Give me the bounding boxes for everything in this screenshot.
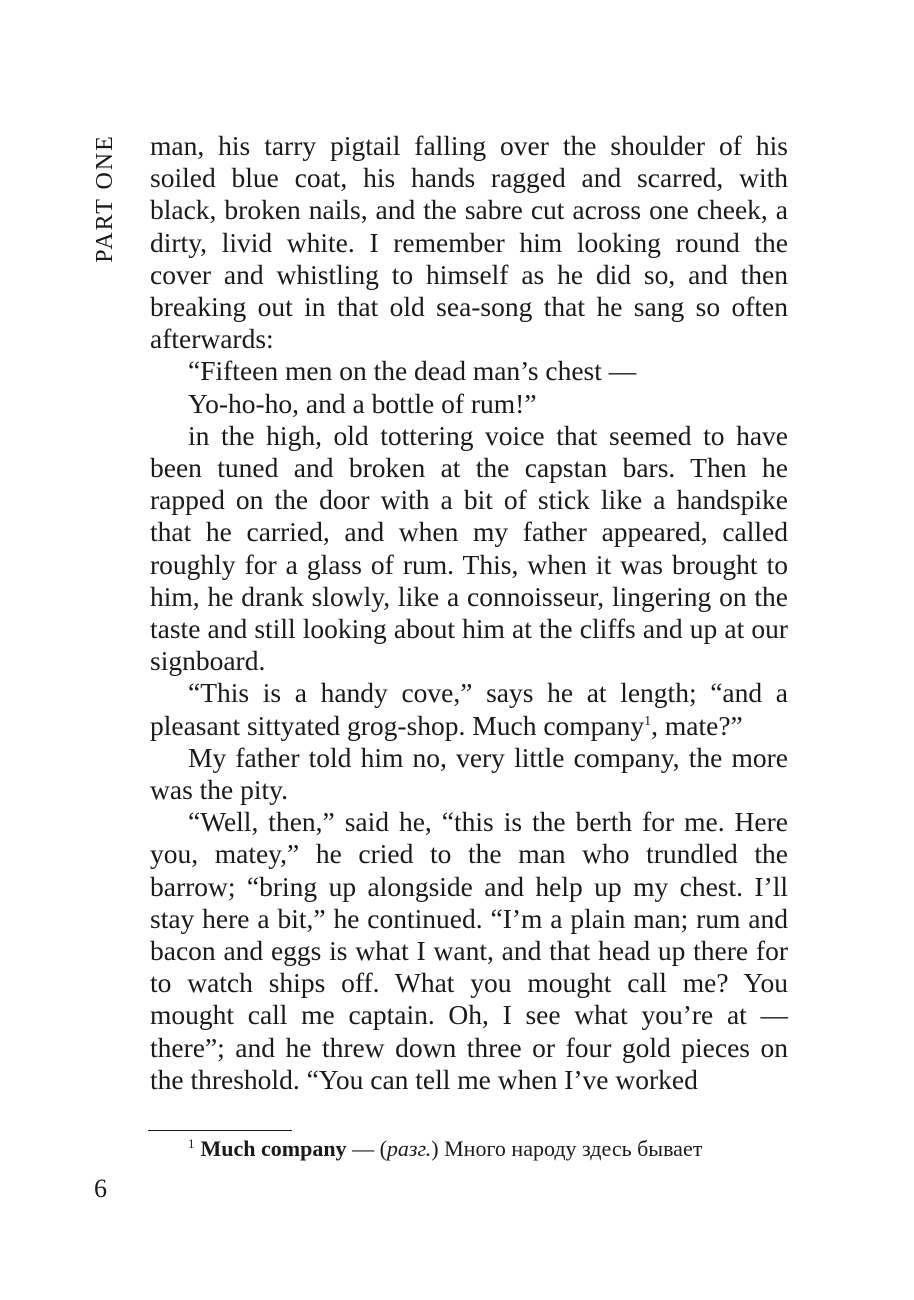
verse-line-2: Yo-ho-ho, and a bottle of rum!” xyxy=(188,387,537,419)
footnote-translation: Много народу здесь бывает xyxy=(444,1136,703,1161)
footnote-divider xyxy=(148,1130,292,1131)
paragraph-3-tail: , mate?” xyxy=(651,709,743,741)
footnote-abbreviation: разг. xyxy=(386,1136,432,1161)
paragraph-4: My father told him no, very little company, the more was the pity. xyxy=(150,741,788,806)
footnote-close: ) xyxy=(431,1136,445,1161)
footnote-reference[interactable]: 1 xyxy=(644,713,652,729)
running-head xyxy=(88,134,122,262)
paragraph-5: “Well, then,” said he, “this is the berth for me. Here you, matey,” he cried to the man who trundled the barrow; “bring up alongside and help up my chest. I’ll stay here a bit,” he continued. “I’m a plain man; rum and bacon and eggs is what I want, and that head up there for to watch ships off. What you mought call me? You mought call me captain. Oh, I see what you’re at — there”; and he threw down three or four gold pieces on the threshold. “You can tell me when I’ve worked xyxy=(150,806,788,1095)
paragraph-3 xyxy=(150,677,788,741)
footnote-number: 1 xyxy=(188,1135,195,1151)
footnote xyxy=(188,1134,788,1164)
paragraph-1: man, his tarry pigtail falling over the shoulder of his soiled blue coat, his hands ragged and scarred, with black, broken nails, and the sabre cut across one cheek, a dirty, livid white. I remember him looking round the cover and whistling to himself as he did so, and then breaking out in that old sea-song that he sang so often afterwards: xyxy=(150,130,788,355)
footnote-term: Much company xyxy=(200,1136,347,1161)
paragraph-3-text: “This is a handy cove,” says he at length; “and a pleasant sittyated grog-shop. Much company xyxy=(150,677,788,741)
page-number: 6 xyxy=(94,1174,107,1203)
footnote-dash: — ( xyxy=(346,1136,387,1161)
verse-line-1: “Fifteen men on the dead man’s chest — xyxy=(188,355,637,387)
paragraph-2: in the high, old tottering voice that seemed to have been tuned and broken at the capstan bars. Then he rapped on the door with a bit of stick like a handspike that he carried, and when my father appeared, called roughly for a glass of rum. This, when it was brought to him, he drank slowly, like a connoisseur, lingering on the taste and still looking about him at the cliffs and up at our signboard. xyxy=(150,419,788,677)
main-text xyxy=(150,130,788,1096)
running-head-text: PART ONE xyxy=(91,133,118,263)
